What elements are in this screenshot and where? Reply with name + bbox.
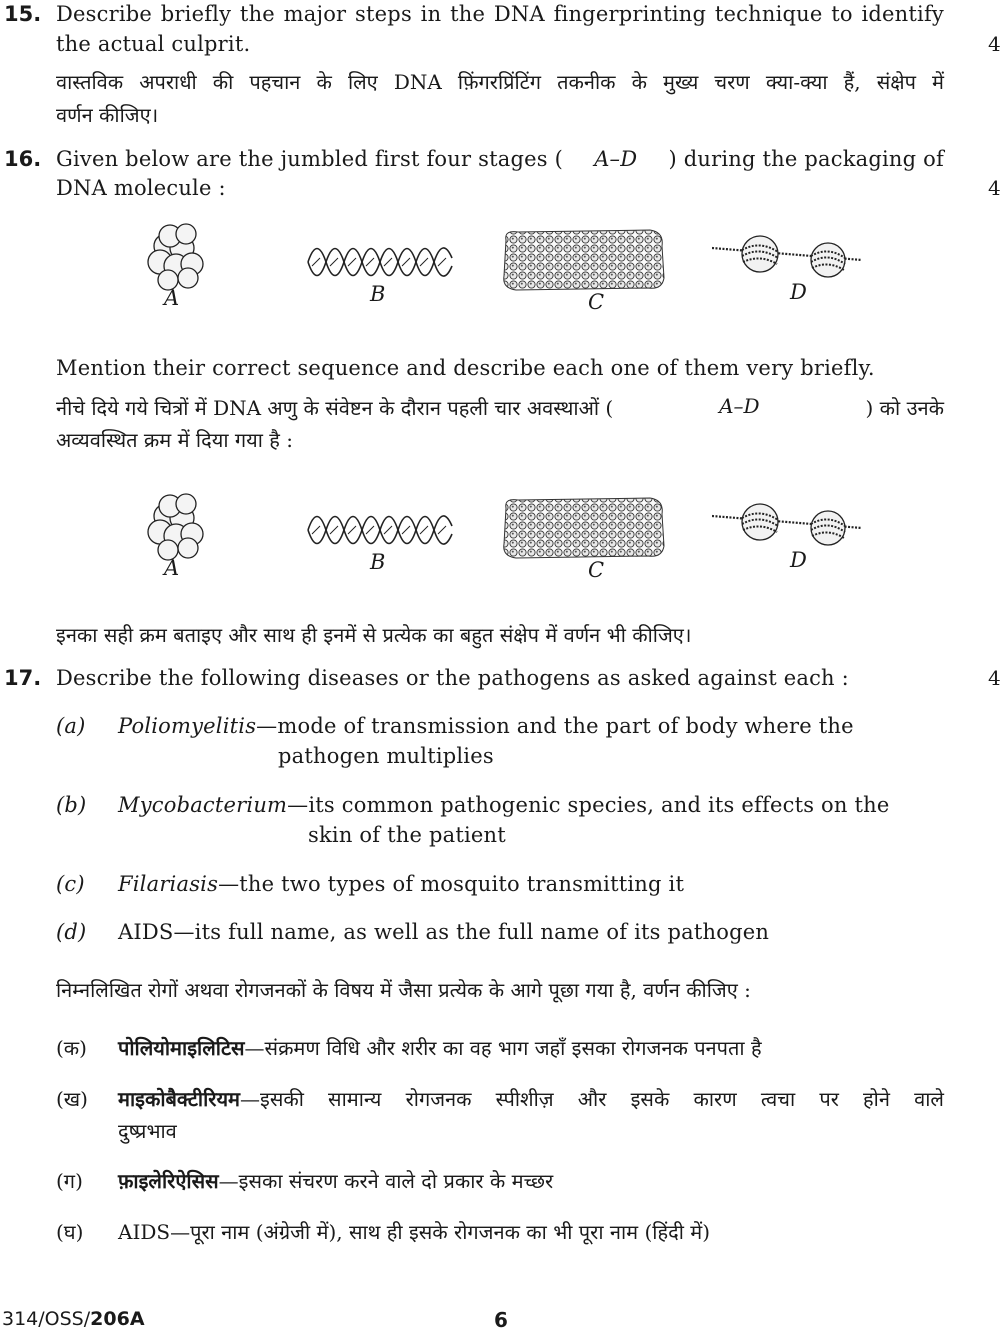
question-text-part: ) during the packaging of	[668, 147, 944, 171]
part-text-hindi	[118, 1034, 762, 1061]
paper-code-prefix: 314/OSS/	[2, 1308, 91, 1330]
question-instruction-hindi: इनका सही क्रम बताइए और साथ ही इनमें से प्रत्येक का बहुत संक्षेप में वर्णन भी कीजिए।	[56, 623, 692, 647]
figure-label-b: B	[370, 282, 386, 306]
part-description: —इसका संचरण करने वाले दो प्रकार के मच्छर	[218, 1169, 554, 1193]
question-text-hindi	[56, 394, 944, 421]
disease-term: Filariasis	[118, 872, 219, 896]
chromatin-fiber-figure	[500, 494, 668, 562]
part-label: (c)	[56, 872, 85, 896]
part-label: (d)	[56, 920, 87, 944]
part-text-hindi	[118, 1167, 553, 1194]
beads-on-string-figure	[712, 500, 864, 552]
part-label: (b)	[56, 793, 87, 817]
part-label-hindi: (ग)	[56, 1169, 83, 1193]
question-number: 15.	[4, 2, 42, 26]
question-text: Describe briefly the major steps in the DNA fingerprinting technique to identify	[56, 2, 944, 26]
question-text: the actual culprit.	[56, 32, 251, 56]
part-text-hindi: AIDS—पूरा नाम (अंग्रेजी में), साथ ही इसके रोगजनक का भी पूरा नाम (हिंदी में)	[118, 1220, 710, 1244]
page-number: 6	[494, 1308, 508, 1332]
question-text-part: नीचे दिये गये चित्रों में DNA अणु के संवेष्टन के दौरान पहली चार अवस्थाओं (	[56, 396, 614, 420]
nucleosome-cluster-figure	[140, 490, 216, 564]
disease-term: पोलियोमाइलिटिस	[118, 1036, 245, 1060]
figure-label-a: A	[164, 556, 180, 580]
stage-range: A–D	[594, 147, 638, 171]
question-text: DNA molecule :	[56, 176, 226, 200]
figure-label-c: C	[588, 290, 605, 314]
question-text-hindi: वास्तविक अपराधी की पहचान के लिए DNA फ़िंगरप्रिंटिंग तकनीक के मुख्य चरण क्या-क्या हैं, संक्षेप में	[56, 70, 944, 94]
part-text-continued: pathogen multiplies	[278, 744, 494, 768]
part-text: AIDS—its full name, as well as the full name of its pathogen	[118, 920, 770, 944]
question-text-hindi: वर्णन कीजिए।	[56, 103, 159, 127]
part-description: —संक्रमण विधि और शरीर का वह भाग जहाँ इसका रोगजनक पनपता है	[244, 1036, 762, 1060]
part-text-continued: दुष्प्रभाव	[118, 1119, 177, 1143]
marks: 4	[988, 32, 1001, 56]
part-label-hindi: (ख)	[56, 1087, 88, 1111]
part-text	[118, 793, 890, 817]
paper-code-number: 206A	[90, 1308, 145, 1330]
part-label-hindi: (क)	[56, 1036, 87, 1060]
question-text: Describe the following diseases or the pathogens as asked against each :	[56, 666, 849, 690]
figure-label-d: D	[790, 280, 807, 304]
question-text-part: ) को उनके	[865, 396, 944, 420]
part-label: (a)	[56, 714, 86, 738]
pathogen-term: Mycobacterium	[118, 793, 288, 817]
question-text	[56, 147, 944, 171]
beads-on-string-figure	[712, 232, 864, 284]
stage-range: A–D	[719, 394, 760, 418]
part-text	[118, 714, 854, 738]
marks: 4	[988, 176, 1001, 200]
part-text-hindi	[118, 1085, 944, 1112]
figure-label-d: D	[790, 548, 807, 572]
question-number: 16.	[4, 147, 42, 171]
figure-label-b: B	[370, 550, 386, 574]
part-text-continued: skin of the patient	[308, 823, 506, 847]
question-text-hindi: निम्नलिखित रोगों अथवा रोगजनकों के विषय में जैसा प्रत्येक के आगे पूछा गया है, वर्णन कीजिए :	[56, 978, 751, 1002]
paper-code	[2, 1308, 145, 1330]
part-label-hindi: (घ)	[56, 1220, 84, 1244]
part-description: —mode of transmission and the part of body where the	[256, 714, 854, 738]
question-number: 17.	[4, 666, 42, 690]
part-description: —its common pathogenic species, and its effects on the	[287, 793, 890, 817]
part-description: —the two types of mosquito transmitting it	[218, 872, 685, 896]
disease-term: फ़ाइलेरिऐसिस	[118, 1169, 219, 1193]
chromatin-fiber-figure	[500, 226, 668, 294]
part-description: —इसकी सामान्य रोगजनक स्पीशीज़ और इसके कारण त्वचा पर होने वाले	[240, 1087, 944, 1111]
figure-label-c: C	[588, 558, 605, 582]
disease-term: Poliomyelitis	[118, 714, 257, 738]
part-text	[118, 872, 684, 896]
question-text-hindi: अव्यवस्थित क्रम में दिया गया है :	[56, 428, 293, 452]
dna-double-helix-figure	[306, 510, 456, 550]
pathogen-term: माइकोबैक्टीरियम	[118, 1087, 240, 1111]
question-text-part: Given below are the jumbled first four stages (	[56, 147, 563, 171]
marks: 4	[988, 666, 1001, 690]
nucleosome-cluster-figure	[140, 220, 216, 294]
figure-label-a: A	[164, 286, 180, 310]
question-instruction: Mention their correct sequence and describe each one of them very briefly.	[56, 356, 875, 380]
dna-double-helix-figure	[306, 242, 456, 282]
